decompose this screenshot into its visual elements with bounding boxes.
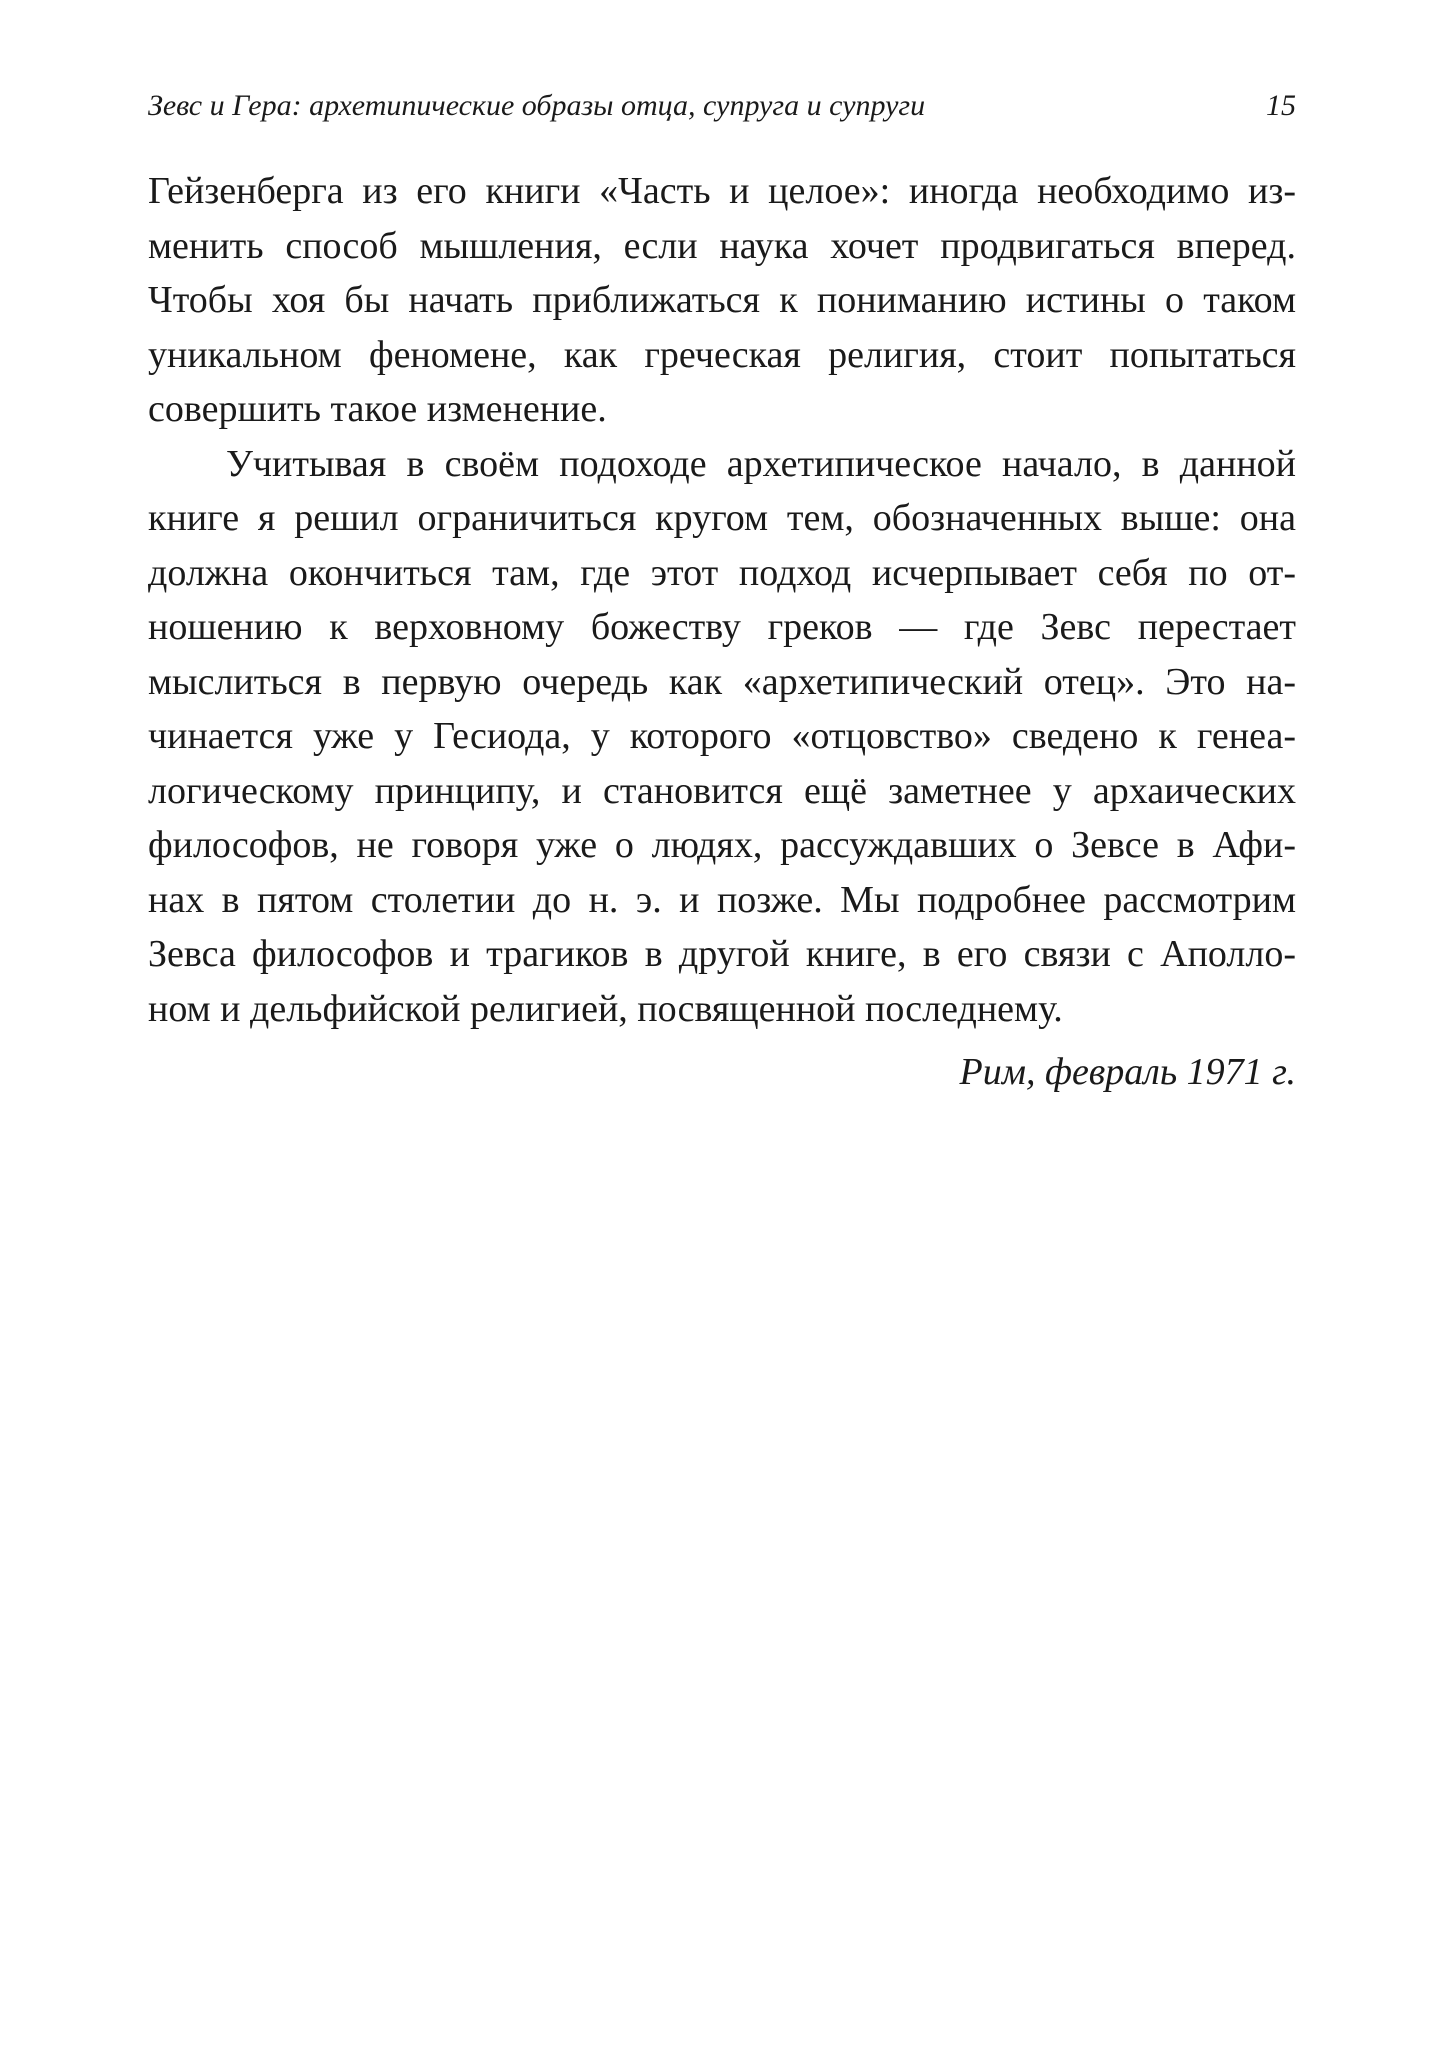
page-number: 15 (1266, 89, 1296, 122)
text-line: менить способ мышления, если наука хочет продвигаться вперед. (148, 224, 1296, 267)
text-line: Учитывая в своём подоходе архетипическое начало, в данной (226, 442, 1296, 485)
text-line: философов, не говоря уже о людях, рассуждавших о Зевсе в Афи- (148, 824, 1296, 866)
body-text (148, 164, 1296, 1036)
text-line: мыслиться в первую очередь как «архетипический отец». Это на- (148, 660, 1296, 703)
text-line: Чтобы хоя бы начать приближаться к пониманию истины о таком (148, 279, 1296, 321)
place-date-signature: Рим, февраль 1971 г. (959, 1051, 1296, 1093)
text-line: совершить такое изменение. (148, 388, 607, 430)
text-line: книге я решил ограничиться кругом тем, обозначенных выше: она (148, 497, 1296, 539)
text-line: уникальном феномене, как греческая религия, стоит попытаться (148, 333, 1296, 376)
text-line: ношению к верховному божеству греков — где Зевс перестает (148, 606, 1296, 648)
text-line: должна окончиться там, где этот подход исчерпывает себя по от- (148, 551, 1296, 594)
running-title: Зевс и Гера: архетипические образы отца, супруга и супруги (148, 89, 926, 122)
text-line: ном и дельфийской религией, посвященной последнему. (148, 987, 1063, 1030)
text-line: логическому принципу, и становится ещё заметнее у архаических (148, 769, 1296, 812)
paragraph-1 (148, 164, 1296, 437)
text-line: нах в пятом столетии до н. э. и позже. Мы подробнее рассмотрим (148, 878, 1296, 921)
text-line: Гейзенберга из его книги «Часть и целое»: иногда необходимо из- (148, 170, 1296, 212)
paragraph-2 (148, 437, 1296, 1037)
running-header (148, 84, 1296, 128)
text-line: Зевса философов и трагиков в другой книге, в его связи с Аполло- (148, 933, 1296, 975)
text-line: чинается уже у Гесиода, у которого «отцовство» сведено к генеа- (148, 715, 1296, 757)
